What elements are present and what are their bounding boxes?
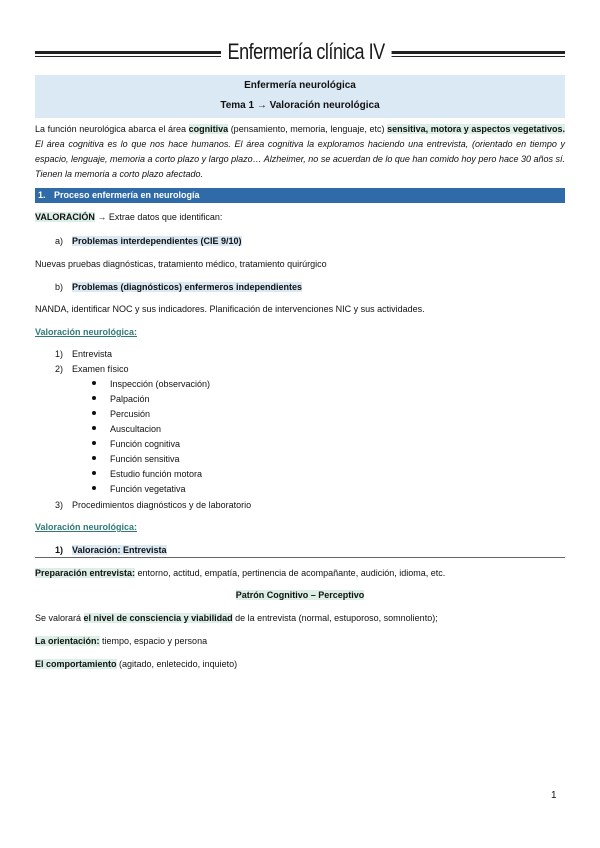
- item-a-description: Nuevas pruebas diagnósticas, tratamiento médico, tratamiento quirúrgico: [35, 259, 327, 269]
- list-item-3: Procedimientos diagnósticos y de laboratorio: [72, 500, 252, 510]
- bullet-icon: [92, 411, 96, 415]
- section-heading-1: [35, 188, 565, 203]
- subsection-title: Valoración: Entrevista: [72, 545, 167, 555]
- section-number: 1.: [38, 190, 46, 200]
- preparacion-line: [35, 567, 445, 579]
- valoracion-neurologica-heading: Valoración neurológica:: [35, 327, 138, 337]
- banner-topic: Tema 1 → Valoración neurológica: [220, 100, 380, 111]
- valorara-line: [35, 612, 438, 624]
- sub-item-funcion-motora: Estudio función motora: [110, 469, 203, 479]
- valorara-text: de la entrevista (normal, estuporoso, somnoliento);: [232, 613, 438, 623]
- sub-item-funcion-cognitiva: Función cognitiva: [110, 439, 181, 449]
- patron-heading: [0, 589, 600, 601]
- valoracion-label: VALORACIÓN: [35, 212, 95, 222]
- intro-highlight-motora: motora y aspectos vegetativos.: [430, 124, 566, 134]
- list-item-3-marker: 3): [55, 500, 64, 510]
- bullet-icon: [92, 381, 96, 385]
- intro-highlight-sensitiva: sensitiva: [387, 124, 426, 134]
- preparacion-label: Preparación entrevista:: [35, 568, 136, 578]
- intro-highlight-comma: ,: [425, 124, 431, 134]
- valoracion-neurologica-heading-2: Valoración neurológica:: [35, 522, 138, 532]
- intro-text: La función neurológica abarca el área: [35, 124, 189, 134]
- list-item-2: Examen físico: [72, 364, 129, 374]
- item-b-heading: Problemas (diagnósticos) enfermeros independientes: [72, 282, 303, 292]
- orientacion-label: La orientación:: [35, 636, 100, 646]
- list-item-1: Entrevista: [72, 349, 113, 359]
- comportamiento-label: El comportamiento: [35, 659, 117, 669]
- orientacion-line: [35, 635, 207, 647]
- valoracion-text: → Extrae datos que identifican:: [94, 212, 223, 222]
- valorara-highlight: el nivel de consciencia y viabilidad: [83, 613, 233, 623]
- sub-item-percusion: Percusión: [110, 409, 151, 419]
- item-b-marker: b): [55, 282, 64, 292]
- item-b-description: NANDA, identificar NOC y sus indicadores. Planificación de intervenciones NIC y sus actividades.: [35, 304, 425, 314]
- intro-highlight-cognitiva: cognitiva: [188, 124, 229, 134]
- list-item-1-marker: 1): [55, 349, 64, 359]
- valoracion-line: [35, 211, 222, 223]
- bullet-icon: [92, 441, 96, 445]
- comportamiento-text: (agitado, enletecido, inquieto): [116, 659, 238, 669]
- orientacion-text: tiempo, espacio y persona: [99, 636, 208, 646]
- item-a-heading: Problemas interdependientes (CIE 9/10): [72, 236, 242, 246]
- sub-item-funcion-vegetativa: Función vegetativa: [110, 484, 186, 494]
- bullet-icon: [92, 456, 96, 460]
- item-a-marker: a): [55, 236, 64, 246]
- intro-text: (pensamiento, memoria, lenguaje, etc): [228, 124, 388, 134]
- intro-italic-text: El área cognitiva es lo que nos hace humanos. El área cognitiva la exploramos haciendo una entrevista, (orientado en tiempo y espacio, lenguaje, memoria a corto plazo y largo plazo… Alzheimer, no se acuerdan de lo que han comido hoy pero hace 30 años sí. Tienen la memoria a corto plazo afectado.: [35, 139, 565, 179]
- bullet-icon: [92, 471, 96, 475]
- patron-title: Patrón Cognitivo – Perceptivo: [235, 590, 365, 600]
- sub-item-funcion-sensitiva: Función sensitiva: [110, 454, 180, 464]
- topic-banner: [35, 75, 565, 118]
- sub-item-inspeccion: Inspección (observación): [110, 379, 211, 389]
- valorara-pre: Se valorará: [35, 613, 84, 623]
- comportamiento-line: [35, 658, 237, 670]
- document-header: [35, 38, 565, 66]
- list-item-2-marker: 2): [55, 364, 64, 374]
- section-title: Proceso enfermería en neurología: [54, 190, 200, 200]
- bullet-icon: [92, 426, 96, 430]
- page-number: 1: [551, 790, 557, 801]
- banner-subject: Enfermería neurológica: [244, 80, 356, 91]
- intro-paragraph: [35, 122, 565, 182]
- document-title: Enfermería clínica IV: [221, 38, 391, 66]
- preparacion-text: entorno, actitud, empatía, pertinencia de acompañante, audición, idioma, etc.: [135, 568, 446, 578]
- bullet-icon: [92, 396, 96, 400]
- sub-item-auscultacion: Auscultacion: [110, 424, 162, 434]
- subsection-marker: 1): [55, 545, 64, 555]
- sub-item-palpacion: Palpación: [110, 394, 150, 404]
- section-divider: [35, 557, 565, 558]
- bullet-icon: [92, 486, 96, 490]
